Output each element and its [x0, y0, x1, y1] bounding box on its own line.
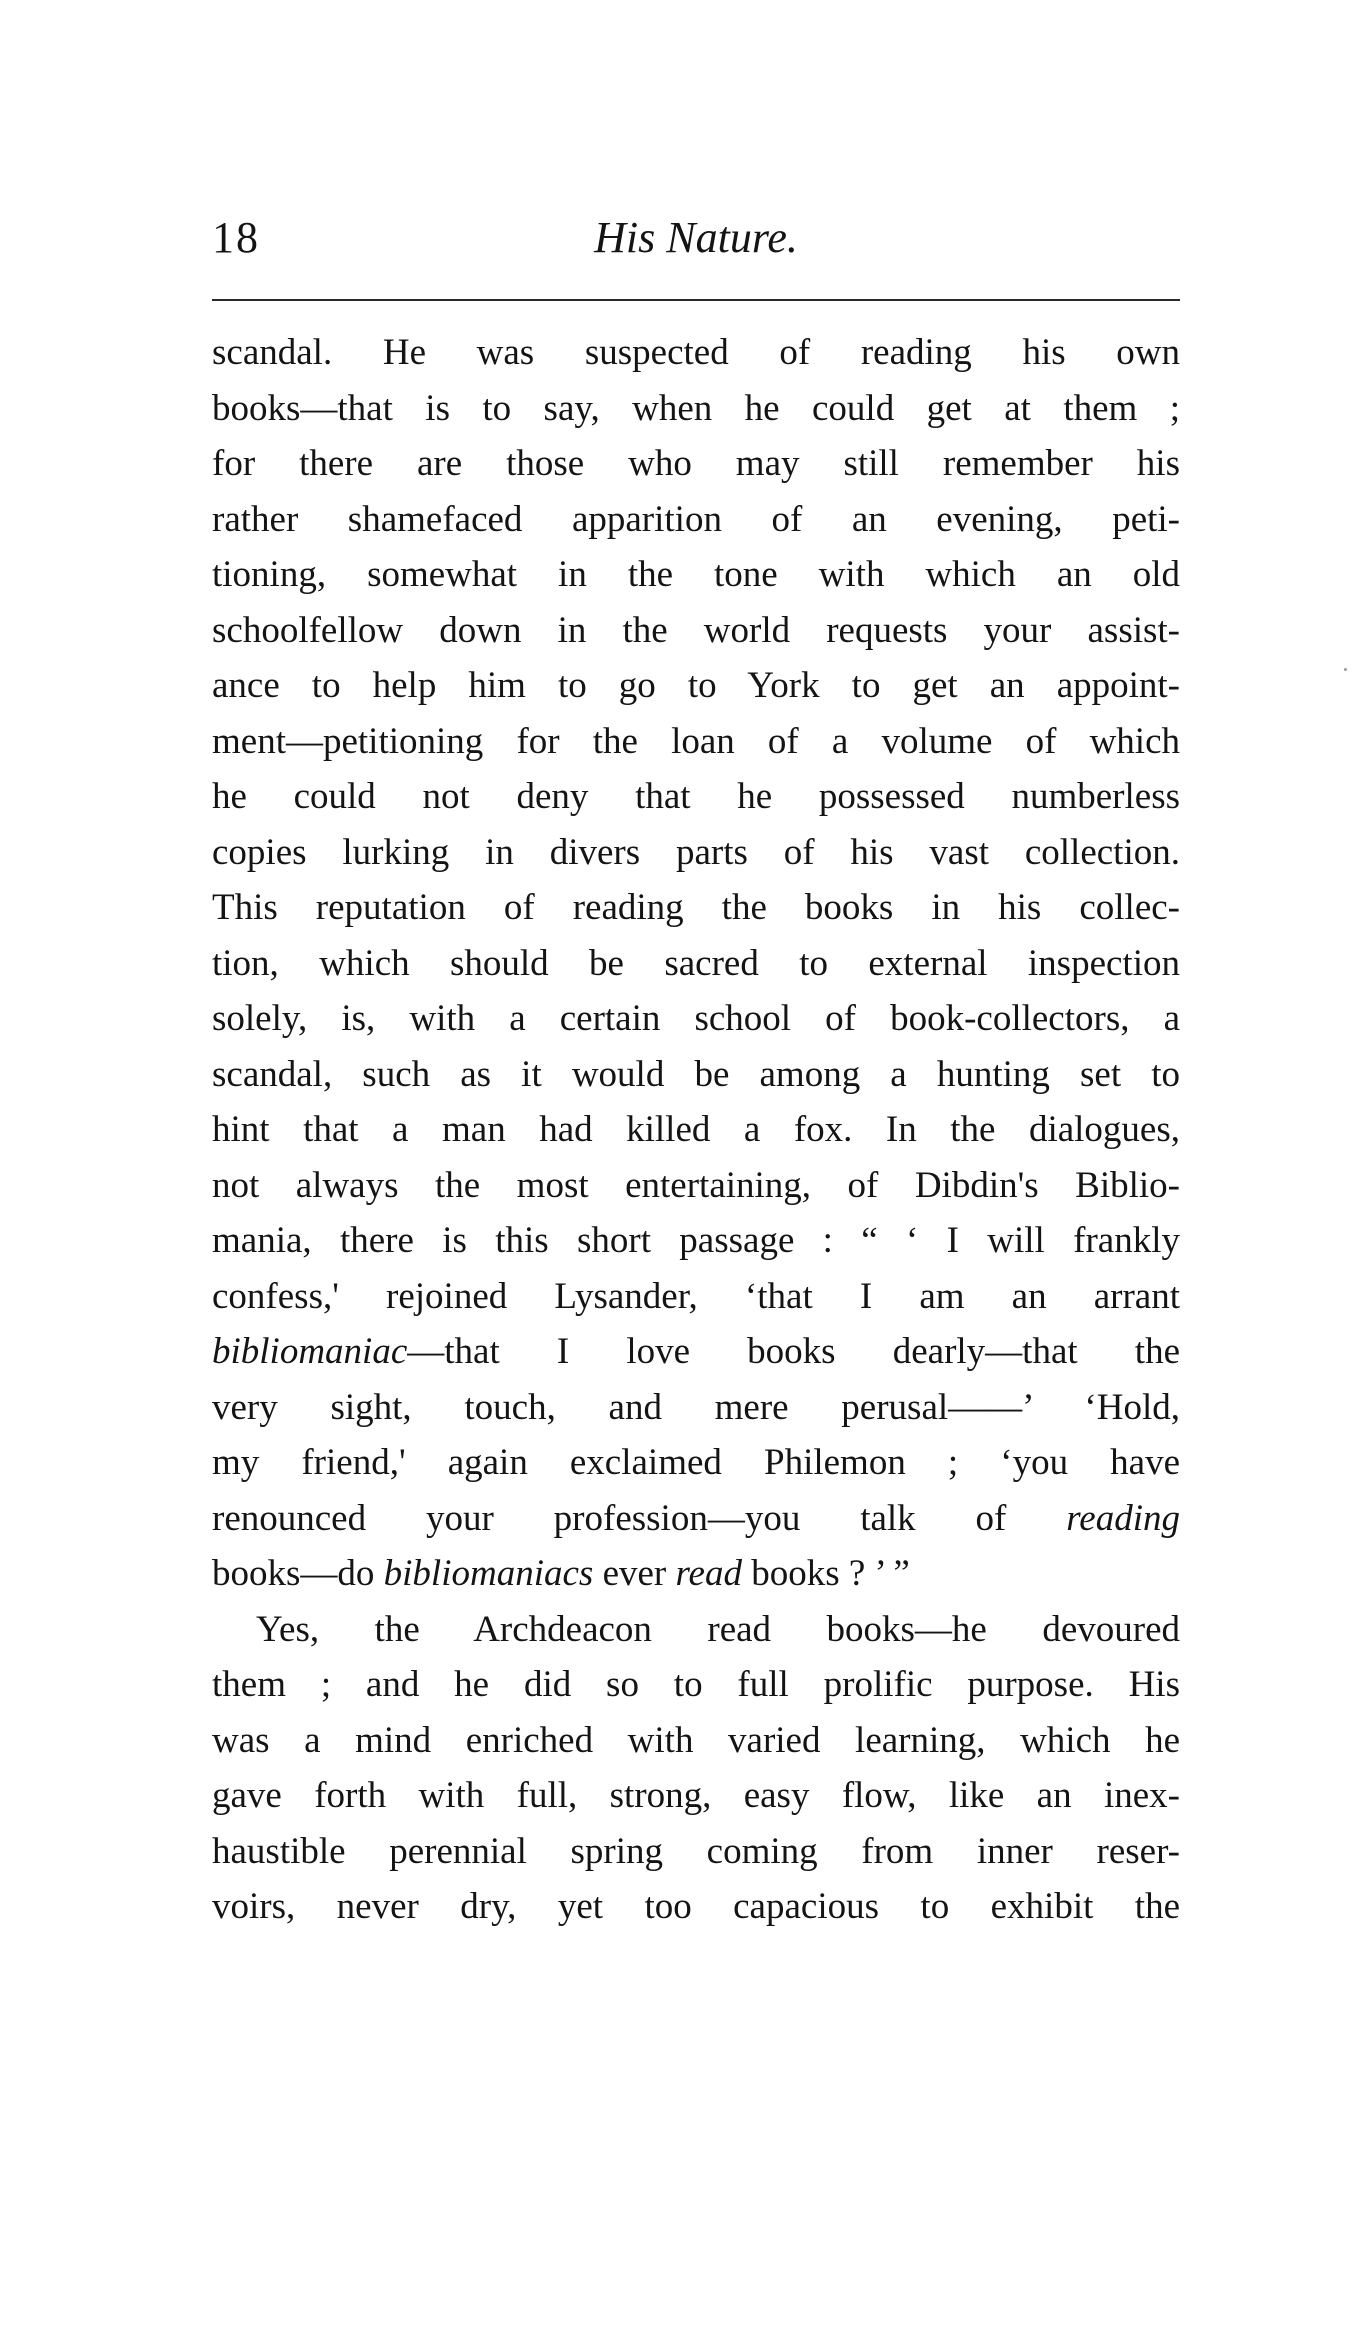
body-text [212, 325, 1180, 1935]
paragraph [212, 325, 1180, 1602]
text-line: not always the most entertaining, of Dibdin's Biblio- [212, 1164, 1180, 1206]
italic-term: reading [1066, 1497, 1180, 1539]
text-line: renounced your profession—you talk of reading [212, 1497, 1180, 1539]
text-line: confess,' rejoined Lysander, ‘that I am an arrant [212, 1275, 1180, 1317]
text-line: ment—petitioning for the loan of a volume of which [212, 720, 1180, 762]
text-line: This reputation of reading the books in his collec- [212, 887, 1180, 928]
italic-term: bibliomaniac [212, 1331, 408, 1372]
text-line: them ; and he did so to full prolific purpose. His [212, 1664, 1180, 1705]
text-line: my friend,' again exclaimed Philemon ; ‘you have [212, 1442, 1180, 1483]
paragraph [212, 1602, 1180, 1935]
text-line: copies lurking in divers parts of his vast collection. [212, 831, 1180, 873]
text-line: ance to help him to go to York to get an appoint- [212, 665, 1180, 706]
text-line: gave forth with full, strong, easy flow, like an inex- [212, 1775, 1180, 1816]
text-line: scandal. He was suspected of reading his own [212, 332, 1180, 373]
italic-term: read [675, 1553, 742, 1594]
text-line: hint that a man had killed a fox. In the dialogues, [212, 1109, 1180, 1150]
running-title: His Nature. [594, 213, 798, 262]
text-line: books—do bibliomaniacs ever read books ? ’ ” [212, 1553, 910, 1594]
running-header [212, 208, 1180, 278]
header-rule [212, 299, 1180, 301]
scan-speck [1344, 668, 1347, 671]
text-line: very sight, touch, and mere perusal——’ ‘Hold, [212, 1386, 1180, 1428]
text-line: tion, which should be sacred to external inspection [212, 942, 1180, 984]
text-line: books—that is to say, when he could get at them ; [212, 387, 1180, 429]
text-line: solely, is, with a certain school of book-collectors, a [212, 998, 1180, 1039]
text-line: he could not deny that he possessed numberless [212, 776, 1180, 817]
page-number: 18 [212, 213, 260, 262]
text-line: haustible perennial spring coming from inner reser- [212, 1830, 1180, 1872]
text-line: tioning, somewhat in the tone with which an old [212, 554, 1180, 595]
text-line: for there are those who may still remember his [212, 443, 1180, 484]
text-line: mania, there is this short passage : “ ‘ I will frankly [212, 1220, 1180, 1261]
text-line: schoolfellow down in the world requests your assist- [212, 609, 1180, 651]
text-line: voirs, never dry, yet too capacious to exhibit the [212, 1886, 1180, 1927]
text-line: was a mind enriched with varied learning, which he [212, 1719, 1180, 1761]
text-line: Yes, the Archdeacon read books—he devoured [256, 1608, 1180, 1650]
text-line: bibliomaniac—that I love books dearly—that the [212, 1331, 1180, 1372]
text-line: scandal, such as it would be among a hunting set to [212, 1053, 1180, 1095]
italic-term: bibliomaniacs [383, 1553, 594, 1594]
text-line: rather shamefaced apparition of an evening, peti- [212, 498, 1180, 540]
